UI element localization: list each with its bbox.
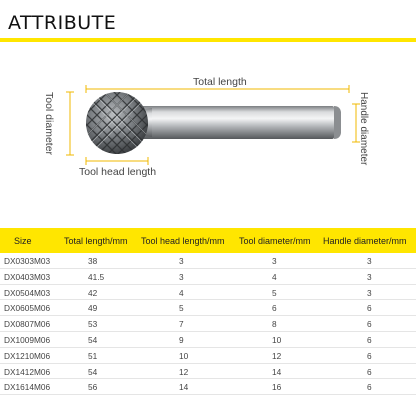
cell-size: DX0807M06 bbox=[4, 319, 51, 330]
cell-handle-diameter: 3 bbox=[367, 271, 372, 282]
cell-tool-diameter: 12 bbox=[272, 350, 282, 361]
cell-handle-diameter: 6 bbox=[367, 319, 372, 330]
cell-total-length: 54 bbox=[88, 366, 98, 377]
product-illustration bbox=[0, 48, 416, 218]
cell-tool-diameter: 4 bbox=[272, 271, 277, 282]
table-row bbox=[0, 379, 416, 395]
spec-table-body bbox=[0, 253, 416, 395]
table-row bbox=[0, 316, 416, 332]
shank bbox=[136, 106, 341, 139]
cell-handle-diameter: 6 bbox=[367, 350, 372, 361]
cell-total-length: 51 bbox=[88, 350, 98, 361]
cell-total-length: 42 bbox=[88, 287, 98, 298]
column-header-tool-diameter: Tool diameter/mm bbox=[239, 236, 311, 246]
cell-tool-diameter: 8 bbox=[272, 319, 277, 330]
cell-tool-head-length: 3 bbox=[179, 271, 184, 282]
cell-tool-head-length: 7 bbox=[179, 319, 184, 330]
column-header-tool-head-length: Tool head length/mm bbox=[141, 236, 225, 246]
cell-total-length: 56 bbox=[88, 382, 98, 393]
cell-tool-diameter: 16 bbox=[272, 382, 282, 393]
column-header-handle-diameter: Handle diameter/mm bbox=[323, 236, 407, 246]
cell-handle-diameter: 3 bbox=[367, 256, 372, 266]
cell-tool-head-length: 9 bbox=[179, 334, 184, 345]
header-underline bbox=[0, 38, 416, 42]
table-row bbox=[0, 332, 416, 348]
cell-size: DX0605M06 bbox=[4, 303, 51, 314]
cell-total-length: 49 bbox=[88, 303, 98, 314]
cell-tool-head-length: 12 bbox=[179, 366, 189, 377]
cell-handle-diameter: 6 bbox=[367, 382, 372, 393]
handle-diameter-label: Handle diameter bbox=[358, 92, 369, 166]
table-row bbox=[0, 285, 416, 301]
cell-tool-diameter: 10 bbox=[272, 334, 282, 345]
burr-drawing bbox=[0, 48, 416, 218]
cell-total-length: 54 bbox=[88, 334, 98, 345]
table-row bbox=[0, 348, 416, 364]
page-title: ATTRIBUTE bbox=[8, 12, 117, 34]
ball-head bbox=[74, 86, 160, 173]
cell-handle-diameter: 6 bbox=[367, 334, 372, 345]
column-header-size: Size bbox=[14, 236, 32, 246]
cell-total-length: 38 bbox=[88, 256, 98, 266]
tool-head-length-label: Tool head length bbox=[79, 166, 157, 178]
cell-total-length: 41.5 bbox=[88, 271, 105, 282]
cell-size: DX0303M03 bbox=[4, 256, 51, 266]
cell-tool-head-length: 3 bbox=[179, 256, 184, 266]
cell-tool-diameter: 14 bbox=[272, 366, 282, 377]
cell-tool-diameter: 5 bbox=[272, 287, 277, 298]
column-header-total-length: Total length/mm bbox=[64, 236, 128, 246]
cell-size: DX0504M03 bbox=[4, 287, 51, 298]
table-row bbox=[0, 300, 416, 316]
cell-handle-diameter: 6 bbox=[367, 303, 372, 314]
header bbox=[0, 0, 416, 46]
cell-size: DX0403M03 bbox=[4, 271, 51, 282]
cell-handle-diameter: 3 bbox=[367, 287, 372, 298]
table-row bbox=[0, 253, 416, 269]
cell-tool-diameter: 3 bbox=[272, 256, 277, 266]
tool-diameter-dimension bbox=[66, 92, 74, 155]
cell-size: DX1210M06 bbox=[4, 350, 51, 361]
cell-handle-diameter: 6 bbox=[367, 366, 372, 377]
cell-size: DX1614M06 bbox=[4, 382, 51, 393]
cell-total-length: 53 bbox=[88, 319, 98, 330]
tool-head-length-dimension bbox=[86, 157, 148, 165]
cell-tool-head-length: 14 bbox=[179, 382, 189, 393]
cell-tool-head-length: 5 bbox=[179, 303, 184, 314]
cell-tool-head-length: 10 bbox=[179, 350, 189, 361]
cell-size: DX1009M06 bbox=[4, 334, 51, 345]
cell-tool-head-length: 4 bbox=[179, 287, 184, 298]
table-row bbox=[0, 364, 416, 380]
table-header bbox=[0, 228, 416, 253]
cell-tool-diameter: 6 bbox=[272, 303, 277, 314]
table-row bbox=[0, 269, 416, 285]
total-length-label: Total length bbox=[193, 76, 247, 88]
tool-diameter-label: Tool diameter bbox=[43, 92, 55, 156]
cell-size: DX1412M06 bbox=[4, 366, 51, 377]
